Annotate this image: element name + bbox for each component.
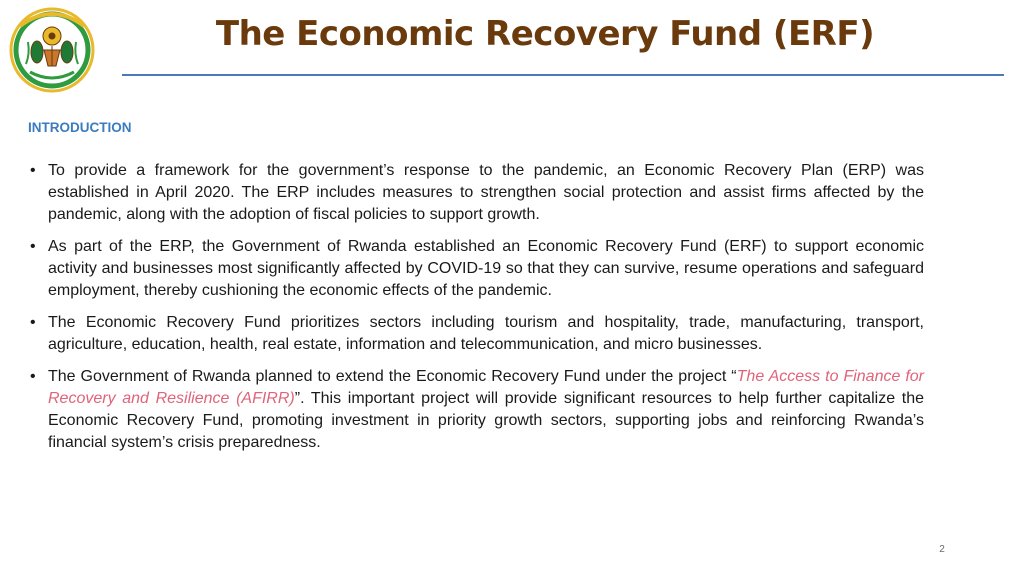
bullet-dot-icon: • bbox=[30, 238, 36, 255]
bullet-text-after: ”. This important project will provide significant resources to help further capitalize the Economic Recovery Fund, promoting investment in priority growth sectors, supporting jobs and reinforcing Rwanda’s financial system’s crisis preparedness. bbox=[48, 390, 924, 451]
bullet-dot-icon: • bbox=[30, 314, 36, 331]
bullet-item bbox=[28, 160, 924, 226]
bullet-dot-icon: • bbox=[30, 368, 36, 385]
bullet-text: The Economic Recovery Fund prioritizes sectors including tourism and hospitality, trade, manufacturing, transport, agriculture, education, health, real estate, information and telecommunication, and micro businesses. bbox=[48, 314, 924, 353]
bullet-list bbox=[28, 160, 924, 464]
section-heading: INTRODUCTION bbox=[28, 120, 132, 135]
bullet-dot-icon: • bbox=[30, 162, 36, 179]
page-number: 2 bbox=[939, 544, 945, 555]
bullet-text-before: The Government of Rwanda planned to extend the Economic Recovery Fund under the project “ bbox=[48, 368, 737, 385]
bullet-text: As part of the ERP, the Government of Rwanda established an Economic Recovery Fund (ERF) to support economic activity and businesses most significantly affected by COVID-19 so that they can survive, resume operations and safeguard employment, thereby cushioning the economic effects of the pandemic. bbox=[48, 238, 924, 299]
rwanda-coat-of-arms-icon bbox=[6, 6, 98, 98]
project-name-highlight: The Access to Finance for Recovery and Resilience (AFIRR) bbox=[48, 368, 925, 407]
bullet-item bbox=[28, 312, 924, 356]
slide-title: The Economic Recovery Fund (ERF) bbox=[215, 14, 875, 54]
bullet-text: To provide a framework for the government’s response to the pandemic, an Economic Recovery Plan (ERP) was established in April 2020. The ERP includes measures to strengthen social protection and assist firms affected by the pandemic, along with the adoption of fiscal policies to support growth. bbox=[48, 162, 924, 223]
bullet-item bbox=[28, 236, 924, 302]
bullet-item bbox=[28, 366, 924, 454]
title-divider bbox=[122, 74, 1004, 76]
